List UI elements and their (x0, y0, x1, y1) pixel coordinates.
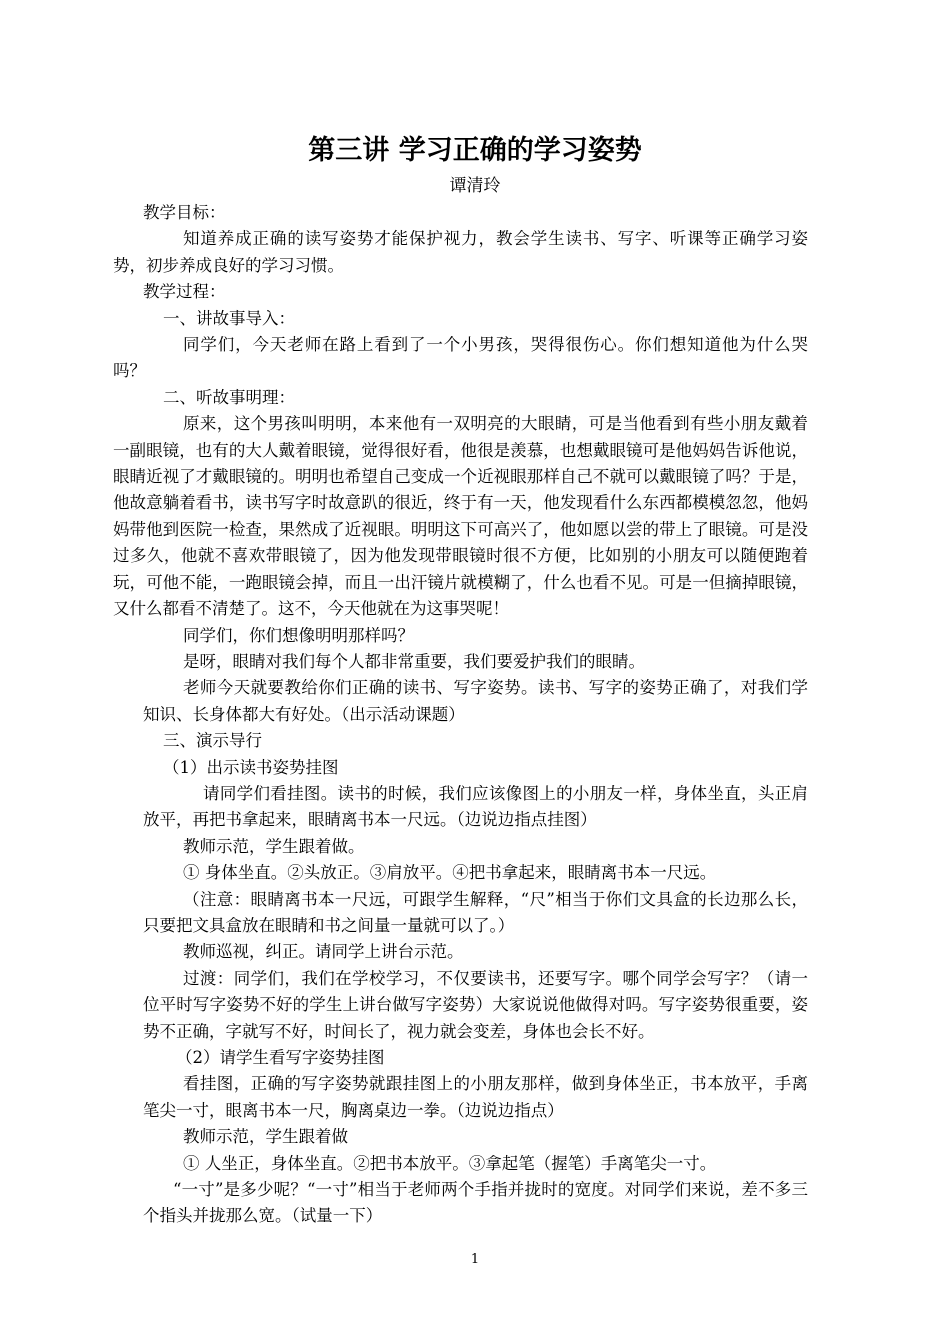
section-1-text: 同学们，今天老师在路上看到了一个小男孩，哭得很伤心。你们想知道他为什么哭吗？ (113, 335, 808, 381)
page-number: 1 (470, 1252, 480, 1267)
process-heading: 教学过程： (143, 282, 226, 302)
section-1-heading: 一、讲故事导入： (163, 308, 295, 328)
section-3-1-note: （注意：眼睛离书本一尺远，可跟学生解释，“尺”相当于你们文具盒的长边那么长，只要把文具盒放在眼睛和书之间量一量就可以了。） (143, 889, 808, 935)
objectives-heading: 教学目标： (143, 203, 226, 222)
section-2-story: 原来，这个男孩叫明明，本来他有一双明亮的大眼睛，可是当他看到有些小朋友戴着一副眼镜，也有的大人戴着眼镜，觉得很好看，他很是羡慕，也想戴眼镜可是他妈妈告诉他说，眼睛近视了才戴眼镜的。明明也希望自己变成一个近视眼那样自己不就可以戴眼镜了吗？于是，他故意躺着看书，读书写字时故意趴的很近，终于有一天，他发现看什么东西都模模忽忽，他妈妈带他到医院一检查，果然成了近视眼。明明这下可高兴了，他如愿以尝的带上了眼镜。可是没过多久，他就不喜欢带眼镜了，因为他发现带眼镜时很不方便，比如别的小朋友可以随便跑着玩，可他不能，一跑眼镜会掉，而且一出汗镜片就模糊了，什么也看不见。可是一但摘掉眼镜，又什么都看不清楚了。这不，今天他就在为这事哭呢！ (113, 414, 808, 619)
section-3-1-text: 请同学们看挂图。读书的时候，我们应该像图上的小朋友一样，身体坐直，头正肩放平，再把书拿起来，眼睛离书本一尺远。（边说边指点挂图） (143, 783, 808, 830)
transition-text: 过渡：同学们，我们在学校学习，不仅要读书，还要写字。哪个同学会写字？（请一位平时写字姿势不好的学生上讲台做写字姿势）大家说说他做得对吗。写字姿势很重要，姿势不正确，字就写不好，时间长了，视力就会变差，身体也会长不好。 (143, 968, 808, 1041)
section-3-2-inch: “一寸”是多少呢？“一寸”相当于老师两个手指并拢时的宽度。对同学们来说，差不多三个指头并拢那么宽。（试量一下） (143, 1180, 808, 1226)
section-2-question: 同学们，你们想像明明那样吗？ (183, 625, 414, 645)
document-body (113, 200, 808, 1230)
section-3-2-demo: 教师示范，学生跟着做 (183, 1127, 348, 1147)
section-3-2-steps: ① 人坐正，身体坐直。②把书本放平。③拿起笔（握笔）手离笔尖一寸。 (183, 1153, 717, 1173)
section-3-1-demo: 教师示范，学生跟着做。 (183, 836, 365, 856)
section-3-2-heading: （2）请学生看写字姿势挂图 (176, 1048, 385, 1067)
objectives-text: 知道养成正确的读写姿势才能保护视力，教会学生读书、写字、听课等正确学习姿势，初步养成良好的学习习惯。 (113, 229, 808, 275)
section-2-answer: 是呀，眼睛对我们每个人都非常重要，我们要爱护我们的眼睛。 (183, 651, 645, 671)
section-3-1-steps: ① 身体坐直。②头放正。③肩放平。④把书拿起来，眼睛离书本一尺远。 (183, 863, 717, 883)
section-2-teach: 老师今天就要教给你们正确的读书、写字姿势。读书、写字的姿势正确了，对我们学知识、长身体都大有好处。（出示活动课题） (143, 678, 808, 724)
section-2-heading: 二、听故事明理： (163, 387, 295, 407)
section-3-heading: 三、演示导行 (163, 731, 262, 751)
document-title: 第三讲 学习正确的学习姿势 (308, 135, 642, 166)
section-3-1-heading: （1）出示读书姿势挂图 (163, 757, 339, 777)
section-3-1-patrol: 教师巡视，纠正。请同学上讲台示范。 (183, 942, 464, 962)
section-3-2-text: 看挂图，正确的写字姿势就跟挂图上的小朋友那样，做到身体坐正，书本放平，手离笔尖一寸，眼离书本一尺，胸离桌边一拳。（边说边指点） (143, 1074, 808, 1120)
author-name: 谭清玲 (449, 176, 501, 196)
